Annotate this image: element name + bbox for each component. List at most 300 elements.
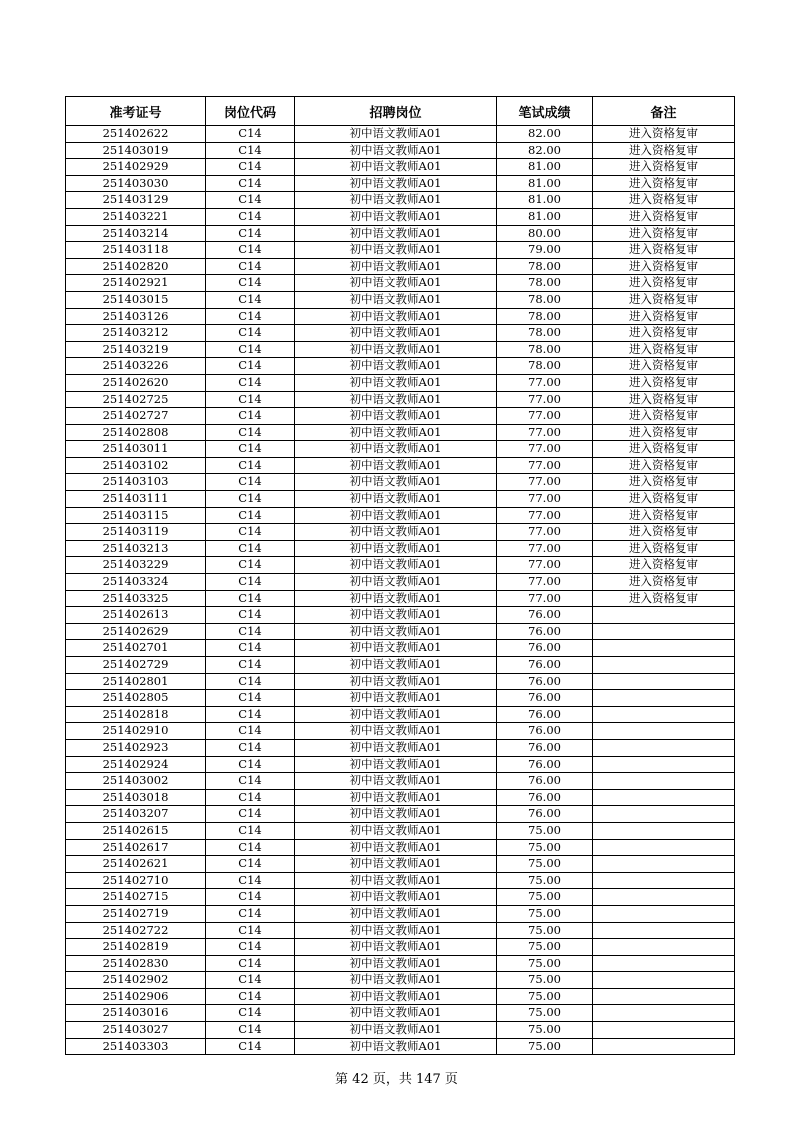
position-cell: 初中语文教师A01	[295, 225, 497, 242]
table-row	[66, 507, 735, 524]
position-cell: 初中语文教师A01	[295, 806, 497, 823]
remark-cell: 进入资格复审	[593, 358, 735, 375]
position-cell: 初中语文教师A01	[295, 441, 497, 458]
table-row	[66, 1038, 735, 1055]
exam-id-cell: 251402715	[66, 889, 206, 906]
position-cell: 初中语文教师A01	[295, 922, 497, 939]
score-cell: 76.00	[497, 640, 593, 657]
table-row	[66, 905, 735, 922]
table-row	[66, 275, 735, 292]
remark-cell	[593, 822, 735, 839]
position-cell: 初中语文教师A01	[295, 507, 497, 524]
score-cell: 75.00	[497, 822, 593, 839]
position-cell: 初中语文教师A01	[295, 972, 497, 989]
exam-id-cell: 251402722	[66, 922, 206, 939]
position-code-cell: C14	[206, 607, 295, 624]
remark-cell: 进入资格复审	[593, 126, 735, 143]
table-row	[66, 308, 735, 325]
remark-cell	[593, 889, 735, 906]
exam-id-cell: 251403019	[66, 142, 206, 159]
score-cell: 76.00	[497, 607, 593, 624]
score-cell: 78.00	[497, 258, 593, 275]
score-cell: 77.00	[497, 574, 593, 591]
exam-id-cell: 251403219	[66, 341, 206, 358]
position-cell: 初中语文教师A01	[295, 275, 497, 292]
remark-cell: 进入资格复审	[593, 524, 735, 541]
position-cell: 初中语文教师A01	[295, 474, 497, 491]
remark-cell	[593, 789, 735, 806]
position-code-cell: C14	[206, 275, 295, 292]
table-row	[66, 142, 735, 159]
position-cell: 初中语文教师A01	[295, 607, 497, 624]
position-code-cell: C14	[206, 208, 295, 225]
remark-cell	[593, 640, 735, 657]
table-row	[66, 773, 735, 790]
exam-id-cell: 251403102	[66, 457, 206, 474]
remark-cell	[593, 623, 735, 640]
position-cell: 初中语文教师A01	[295, 657, 497, 674]
table-row	[66, 706, 735, 723]
remark-cell: 进入资格复审	[593, 159, 735, 176]
table-row	[66, 623, 735, 640]
remark-cell: 进入资格复审	[593, 391, 735, 408]
position-code-cell: C14	[206, 341, 295, 358]
position-cell: 初中语文教师A01	[295, 424, 497, 441]
position-cell: 初中语文教师A01	[295, 408, 497, 425]
exam-id-cell: 251402701	[66, 640, 206, 657]
position-cell: 初中语文教师A01	[295, 1022, 497, 1039]
position-cell: 初中语文教师A01	[295, 673, 497, 690]
position-code-cell: C14	[206, 690, 295, 707]
score-cell: 75.00	[497, 1038, 593, 1055]
position-cell: 初中语文教师A01	[295, 822, 497, 839]
table-row	[66, 856, 735, 873]
position-code-cell: C14	[206, 159, 295, 176]
score-cell: 76.00	[497, 806, 593, 823]
score-cell: 76.00	[497, 789, 593, 806]
position-cell: 初中语文教师A01	[295, 258, 497, 275]
exam-id-cell: 251403002	[66, 773, 206, 790]
table-row	[66, 325, 735, 342]
exam-id-cell: 251402620	[66, 374, 206, 391]
remark-cell: 进入资格复审	[593, 590, 735, 607]
header-exam-id: 准考证号	[66, 97, 206, 126]
remark-cell	[593, 955, 735, 972]
score-cell: 76.00	[497, 657, 593, 674]
exam-id-cell: 251402621	[66, 856, 206, 873]
remark-cell	[593, 773, 735, 790]
exam-id-cell: 251402710	[66, 872, 206, 889]
position-code-cell: C14	[206, 922, 295, 939]
exam-id-cell: 251402910	[66, 723, 206, 740]
exam-id-cell: 251402617	[66, 839, 206, 856]
exam-id-cell: 251402629	[66, 623, 206, 640]
table-row	[66, 607, 735, 624]
position-cell: 初中语文教师A01	[295, 739, 497, 756]
score-cell: 76.00	[497, 756, 593, 773]
table-row	[66, 225, 735, 242]
position-code-cell: C14	[206, 524, 295, 541]
table-row	[66, 590, 735, 607]
position-cell: 初中语文教师A01	[295, 142, 497, 159]
remark-cell	[593, 839, 735, 856]
table-row	[66, 441, 735, 458]
exam-id-cell: 251403015	[66, 291, 206, 308]
table-row	[66, 839, 735, 856]
score-cell: 80.00	[497, 225, 593, 242]
score-cell: 77.00	[497, 540, 593, 557]
exam-id-cell: 251403207	[66, 806, 206, 823]
exam-id-cell: 251403226	[66, 358, 206, 375]
table-row	[66, 922, 735, 939]
exam-id-cell: 251402929	[66, 159, 206, 176]
score-cell: 77.00	[497, 474, 593, 491]
position-cell: 初中语文教师A01	[295, 905, 497, 922]
score-cell: 77.00	[497, 507, 593, 524]
position-code-cell: C14	[206, 1022, 295, 1039]
score-cell: 82.00	[497, 142, 593, 159]
exam-id-cell: 251402615	[66, 822, 206, 839]
score-cell: 77.00	[497, 491, 593, 508]
position-code-cell: C14	[206, 872, 295, 889]
score-cell: 82.00	[497, 126, 593, 143]
table-row	[66, 1022, 735, 1039]
exam-id-cell: 251403030	[66, 175, 206, 192]
position-code-cell: C14	[206, 325, 295, 342]
exam-id-cell: 251403111	[66, 491, 206, 508]
position-code-cell: C14	[206, 706, 295, 723]
table-row	[66, 391, 735, 408]
table-row	[66, 1005, 735, 1022]
table-row	[66, 673, 735, 690]
position-cell: 初中语文教师A01	[295, 457, 497, 474]
remark-cell: 进入资格复审	[593, 540, 735, 557]
position-cell: 初中语文教师A01	[295, 491, 497, 508]
remark-cell	[593, 739, 735, 756]
table-row	[66, 258, 735, 275]
position-code-cell: C14	[206, 972, 295, 989]
exam-id-cell: 251402830	[66, 955, 206, 972]
score-cell: 76.00	[497, 773, 593, 790]
exam-id-cell: 251403212	[66, 325, 206, 342]
score-cell: 81.00	[497, 192, 593, 209]
table-row	[66, 408, 735, 425]
score-cell: 78.00	[497, 341, 593, 358]
table-row	[66, 524, 735, 541]
score-cell: 81.00	[497, 159, 593, 176]
table-row	[66, 291, 735, 308]
position-cell: 初中语文教师A01	[295, 1038, 497, 1055]
score-cell: 75.00	[497, 905, 593, 922]
position-code-cell: C14	[206, 939, 295, 956]
position-code-cell: C14	[206, 142, 295, 159]
score-cell: 77.00	[497, 408, 593, 425]
remark-cell: 进入资格复审	[593, 225, 735, 242]
score-cell: 77.00	[497, 424, 593, 441]
header-written-score: 笔试成绩	[497, 97, 593, 126]
exam-id-cell: 251403103	[66, 474, 206, 491]
position-cell: 初中语文教师A01	[295, 192, 497, 209]
table-row	[66, 242, 735, 259]
score-cell: 77.00	[497, 590, 593, 607]
position-cell: 初中语文教师A01	[295, 175, 497, 192]
exam-id-cell: 251402808	[66, 424, 206, 441]
score-cell: 76.00	[497, 673, 593, 690]
score-cell: 75.00	[497, 856, 593, 873]
table-row	[66, 872, 735, 889]
table-row	[66, 756, 735, 773]
position-code-cell: C14	[206, 391, 295, 408]
remark-cell	[593, 673, 735, 690]
position-cell: 初中语文教师A01	[295, 623, 497, 640]
table-body	[66, 126, 735, 1055]
position-code-cell: C14	[206, 756, 295, 773]
remark-cell	[593, 905, 735, 922]
exam-id-cell: 251402725	[66, 391, 206, 408]
remark-cell: 进入资格复审	[593, 192, 735, 209]
exam-id-cell: 251403324	[66, 574, 206, 591]
exam-id-cell: 251402727	[66, 408, 206, 425]
score-cell: 75.00	[497, 839, 593, 856]
remark-cell: 进入资格复审	[593, 308, 735, 325]
score-cell: 78.00	[497, 291, 593, 308]
remark-cell	[593, 657, 735, 674]
position-cell: 初中语文教师A01	[295, 358, 497, 375]
score-cell: 77.00	[497, 557, 593, 574]
exam-id-cell: 251402818	[66, 706, 206, 723]
position-code-cell: C14	[206, 308, 295, 325]
exam-id-cell: 251403325	[66, 590, 206, 607]
score-cell: 75.00	[497, 922, 593, 939]
remark-cell: 进入资格复审	[593, 242, 735, 259]
score-cell: 75.00	[497, 955, 593, 972]
score-cell: 81.00	[497, 175, 593, 192]
table-row	[66, 690, 735, 707]
remark-cell: 进入资格复审	[593, 557, 735, 574]
remark-cell	[593, 1022, 735, 1039]
exam-id-cell: 251402820	[66, 258, 206, 275]
header-remark: 备注	[593, 97, 735, 126]
table-row	[66, 175, 735, 192]
position-cell: 初中语文教师A01	[295, 872, 497, 889]
table-row	[66, 358, 735, 375]
remark-cell	[593, 988, 735, 1005]
score-cell: 79.00	[497, 242, 593, 259]
header-row	[66, 97, 735, 126]
position-code-cell: C14	[206, 491, 295, 508]
position-cell: 初中语文教师A01	[295, 640, 497, 657]
position-code-cell: C14	[206, 988, 295, 1005]
exam-id-cell: 251402921	[66, 275, 206, 292]
table-row	[66, 723, 735, 740]
score-cell: 75.00	[497, 972, 593, 989]
table-row	[66, 457, 735, 474]
remark-cell: 进入资格复审	[593, 424, 735, 441]
position-cell: 初中语文教师A01	[295, 723, 497, 740]
remark-cell	[593, 872, 735, 889]
position-code-cell: C14	[206, 673, 295, 690]
table-row	[66, 988, 735, 1005]
position-code-cell: C14	[206, 408, 295, 425]
position-cell: 初中语文教师A01	[295, 208, 497, 225]
exam-id-cell: 251403221	[66, 208, 206, 225]
position-code-cell: C14	[206, 242, 295, 259]
remark-cell: 进入资格复审	[593, 258, 735, 275]
exam-id-cell: 251403018	[66, 789, 206, 806]
position-code-cell: C14	[206, 126, 295, 143]
remark-cell: 进入资格复审	[593, 142, 735, 159]
table-row	[66, 657, 735, 674]
remark-cell: 进入资格复审	[593, 574, 735, 591]
position-code-cell: C14	[206, 822, 295, 839]
table-row	[66, 424, 735, 441]
position-cell: 初中语文教师A01	[295, 341, 497, 358]
score-cell: 76.00	[497, 623, 593, 640]
remark-cell	[593, 706, 735, 723]
table-row	[66, 208, 735, 225]
score-cell: 76.00	[497, 739, 593, 756]
remark-cell: 进入资格复审	[593, 474, 735, 491]
position-code-cell: C14	[206, 739, 295, 756]
exam-id-cell: 251403011	[66, 441, 206, 458]
position-cell: 初中语文教师A01	[295, 939, 497, 956]
remark-cell	[593, 723, 735, 740]
position-code-cell: C14	[206, 258, 295, 275]
remark-cell: 进入资格复审	[593, 507, 735, 524]
exam-id-cell: 251402923	[66, 739, 206, 756]
position-code-cell: C14	[206, 441, 295, 458]
score-cell: 75.00	[497, 988, 593, 1005]
position-cell: 初中语文教师A01	[295, 557, 497, 574]
table-row	[66, 806, 735, 823]
position-code-cell: C14	[206, 773, 295, 790]
score-cell: 81.00	[497, 208, 593, 225]
exam-id-cell: 251403229	[66, 557, 206, 574]
position-cell: 初中语文教师A01	[295, 773, 497, 790]
position-code-cell: C14	[206, 889, 295, 906]
position-cell: 初中语文教师A01	[295, 159, 497, 176]
position-code-cell: C14	[206, 358, 295, 375]
remark-cell	[593, 972, 735, 989]
position-cell: 初中语文教师A01	[295, 955, 497, 972]
position-cell: 初中语文教师A01	[295, 308, 497, 325]
position-code-cell: C14	[206, 574, 295, 591]
score-cell: 75.00	[497, 1022, 593, 1039]
remark-cell: 进入资格复审	[593, 374, 735, 391]
position-code-cell: C14	[206, 557, 295, 574]
table-row	[66, 557, 735, 574]
exam-id-cell: 251403027	[66, 1022, 206, 1039]
table-row	[66, 889, 735, 906]
position-cell: 初中语文教师A01	[295, 540, 497, 557]
position-code-cell: C14	[206, 424, 295, 441]
position-code-cell: C14	[206, 640, 295, 657]
exam-id-cell: 251403016	[66, 1005, 206, 1022]
position-code-cell: C14	[206, 623, 295, 640]
position-code-cell: C14	[206, 789, 295, 806]
position-code-cell: C14	[206, 590, 295, 607]
table-row	[66, 159, 735, 176]
remark-cell: 进入资格复审	[593, 441, 735, 458]
position-code-cell: C14	[206, 723, 295, 740]
score-cell: 76.00	[497, 690, 593, 707]
remark-cell	[593, 939, 735, 956]
exam-id-cell: 251403119	[66, 524, 206, 541]
table-row	[66, 739, 735, 756]
score-cell: 78.00	[497, 275, 593, 292]
table-row	[66, 126, 735, 143]
position-code-cell: C14	[206, 856, 295, 873]
score-table-container	[65, 96, 734, 1055]
table-row	[66, 972, 735, 989]
position-code-cell: C14	[206, 1005, 295, 1022]
position-code-cell: C14	[206, 657, 295, 674]
remark-cell	[593, 756, 735, 773]
table-row	[66, 491, 735, 508]
score-cell: 75.00	[497, 872, 593, 889]
remark-cell: 进入资格复审	[593, 491, 735, 508]
exam-id-cell: 251402622	[66, 126, 206, 143]
exam-id-cell: 251403303	[66, 1038, 206, 1055]
position-code-cell: C14	[206, 474, 295, 491]
exam-id-cell: 251403115	[66, 507, 206, 524]
remark-cell	[593, 1038, 735, 1055]
table-row	[66, 939, 735, 956]
exam-id-cell: 251402729	[66, 657, 206, 674]
position-code-cell: C14	[206, 507, 295, 524]
table-row	[66, 640, 735, 657]
exam-id-cell: 251403118	[66, 242, 206, 259]
remark-cell: 进入资格复审	[593, 208, 735, 225]
exam-id-cell: 251402805	[66, 690, 206, 707]
position-code-cell: C14	[206, 225, 295, 242]
position-cell: 初中语文教师A01	[295, 374, 497, 391]
position-code-cell: C14	[206, 175, 295, 192]
remark-cell: 进入资格复审	[593, 408, 735, 425]
position-code-cell: C14	[206, 955, 295, 972]
position-cell: 初中语文教师A01	[295, 242, 497, 259]
table-row	[66, 540, 735, 557]
exam-id-cell: 251402801	[66, 673, 206, 690]
position-code-cell: C14	[206, 457, 295, 474]
position-cell: 初中语文教师A01	[295, 839, 497, 856]
table-row	[66, 192, 735, 209]
score-cell: 78.00	[497, 325, 593, 342]
position-cell: 初中语文教师A01	[295, 590, 497, 607]
position-cell: 初中语文教师A01	[295, 789, 497, 806]
remark-cell: 进入资格复审	[593, 175, 735, 192]
position-code-cell: C14	[206, 1038, 295, 1055]
remark-cell	[593, 856, 735, 873]
table-row	[66, 574, 735, 591]
remark-cell: 进入资格复审	[593, 457, 735, 474]
position-cell: 初中语文教师A01	[295, 889, 497, 906]
position-cell: 初中语文教师A01	[295, 690, 497, 707]
position-code-cell: C14	[206, 839, 295, 856]
score-cell: 75.00	[497, 1005, 593, 1022]
position-cell: 初中语文教师A01	[295, 524, 497, 541]
position-cell: 初中语文教师A01	[295, 126, 497, 143]
exam-id-cell: 251402902	[66, 972, 206, 989]
position-cell: 初中语文教师A01	[295, 706, 497, 723]
exam-id-cell: 251402819	[66, 939, 206, 956]
remark-cell	[593, 922, 735, 939]
position-cell: 初中语文教师A01	[295, 856, 497, 873]
position-cell: 初中语文教师A01	[295, 291, 497, 308]
position-cell: 初中语文教师A01	[295, 1005, 497, 1022]
remark-cell	[593, 806, 735, 823]
remark-cell: 进入资格复审	[593, 341, 735, 358]
